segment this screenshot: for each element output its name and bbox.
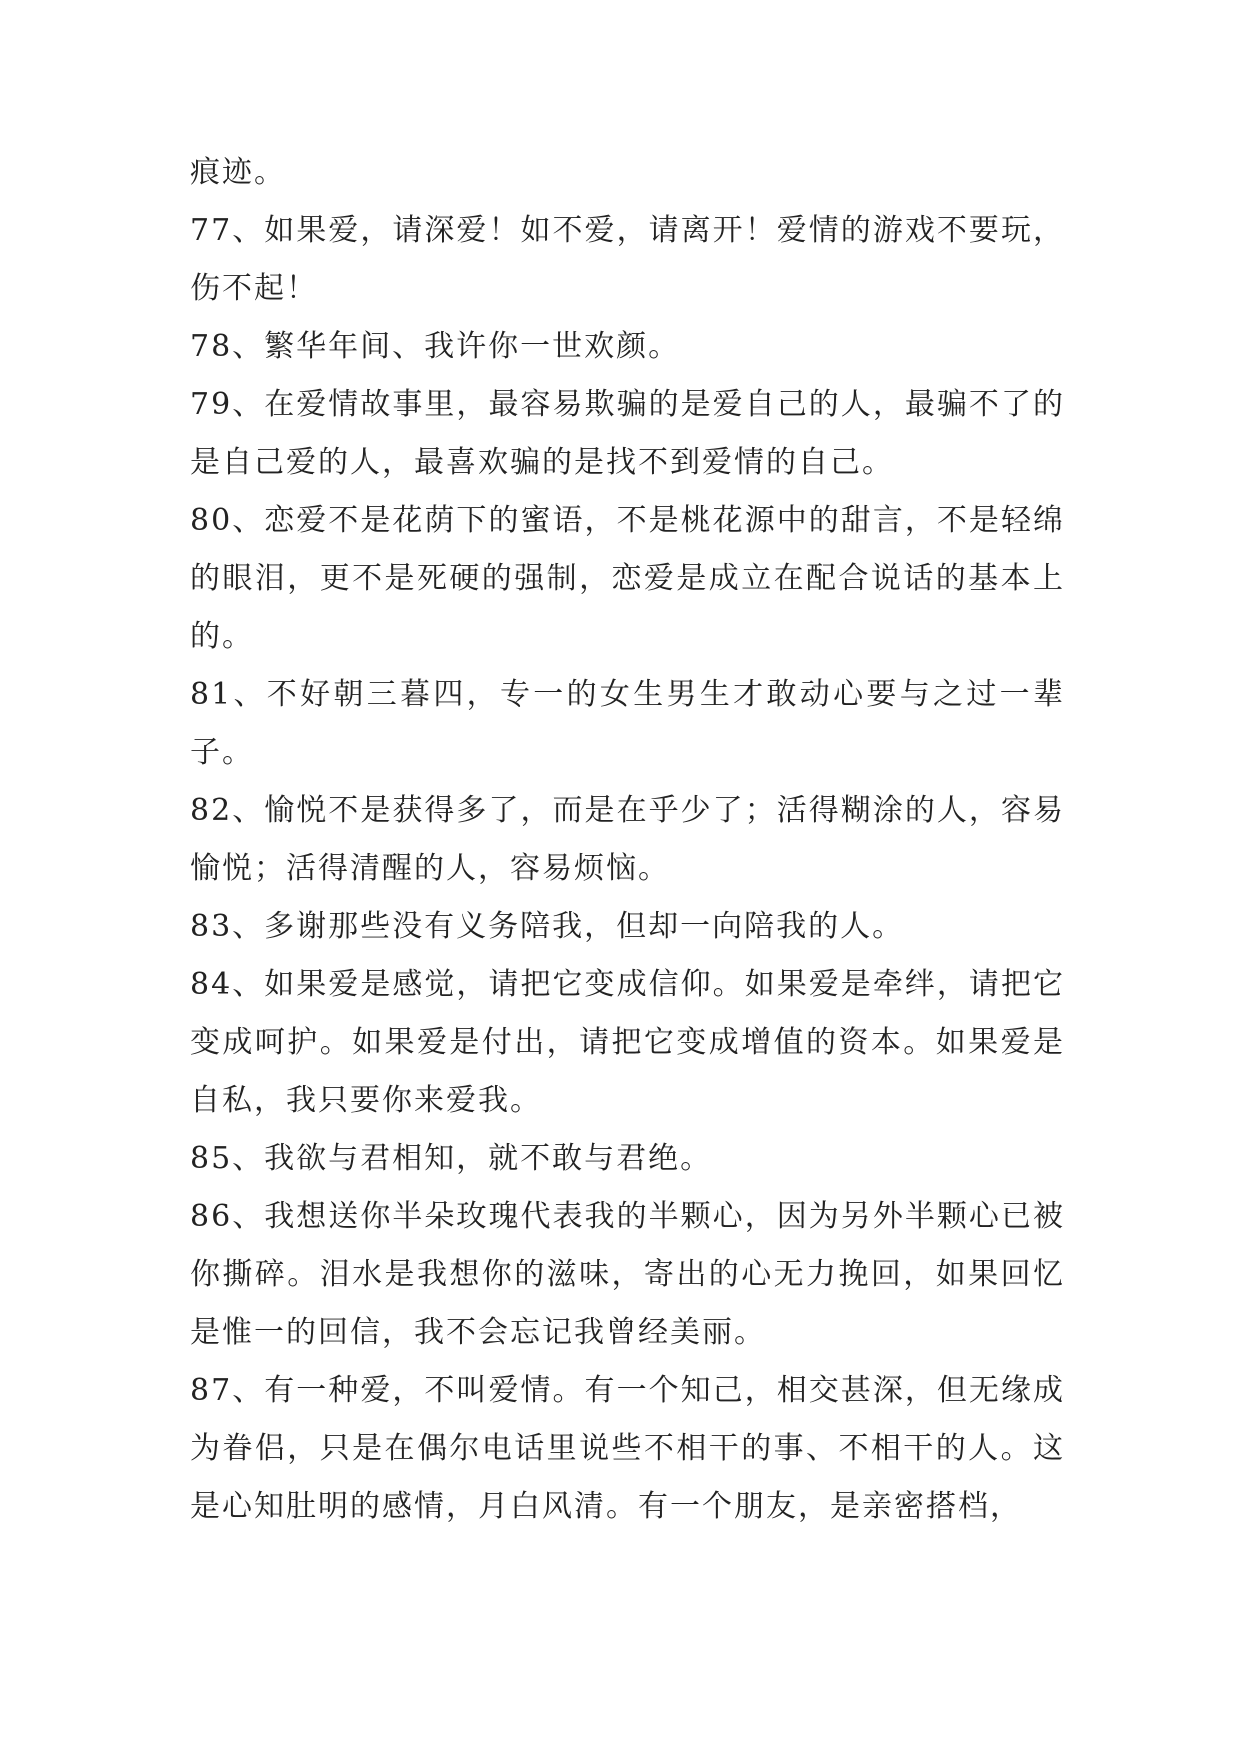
paragraph-77: 77、如果爱，请深爱！如不爱，请离开！爱情的游戏不要玩，伤不起！ bbox=[190, 213, 1065, 306]
paragraph-85: 85、我欲与君相知，就不敢与君绝。 bbox=[190, 1141, 713, 1176]
paragraph-78: 78、繁华年间、我许你一世欢颜。 bbox=[190, 329, 681, 364]
paragraph-87: 87、有一种爱，不叫爱情。有一个知己，相交甚深，但无缘成为眷侣，只是在偶尔电话里说些不相干的事、不相干的人。这是心知肚明的感情，月白风清。有一个朋友，是亲密搭档， bbox=[190, 1373, 1065, 1524]
paragraph-81: 81、不好朝三暮四，专一的女生男生才敢动心要与之过一辈子。 bbox=[190, 677, 1065, 770]
paragraph-80: 80、恋爱不是花荫下的蜜语，不是桃花源中的甜言，不是轻绵的眼泪，更不是死硬的强制，恋爱是成立在配合说话的基本上的。 bbox=[190, 503, 1065, 654]
paragraph-86: 86、我想送你半朵玫瑰代表我的半颗心，因为另外半颗心已被你撕碎。泪水是我想你的滋味，寄出的心无力挽回，如果回忆是惟一的回信，我不会忘记我曾经美丽。 bbox=[190, 1199, 1065, 1350]
paragraph-82: 82、愉悦不是获得多了，而是在乎少了；活得糊涂的人，容易愉悦；活得清醒的人，容易烦恼。 bbox=[190, 793, 1065, 886]
paragraph-84: 84、如果爱是感觉，请把它变成信仰。如果爱是牵绊，请把它变成呵护。如果爱是付出，请把它变成增值的资本。如果爱是自私，我只要你来爱我。 bbox=[190, 967, 1065, 1118]
document-body bbox=[190, 144, 1065, 1536]
paragraph-continuation: 痕迹。 bbox=[190, 155, 286, 190]
paragraph-83: 83、多谢那些没有义务陪我，但却一向陪我的人。 bbox=[190, 909, 905, 944]
paragraph-79: 79、在爱情故事里，最容易欺骗的是爱自己的人，最骗不了的是自己爱的人，最喜欢骗的是找不到爱情的自己。 bbox=[190, 387, 1065, 480]
